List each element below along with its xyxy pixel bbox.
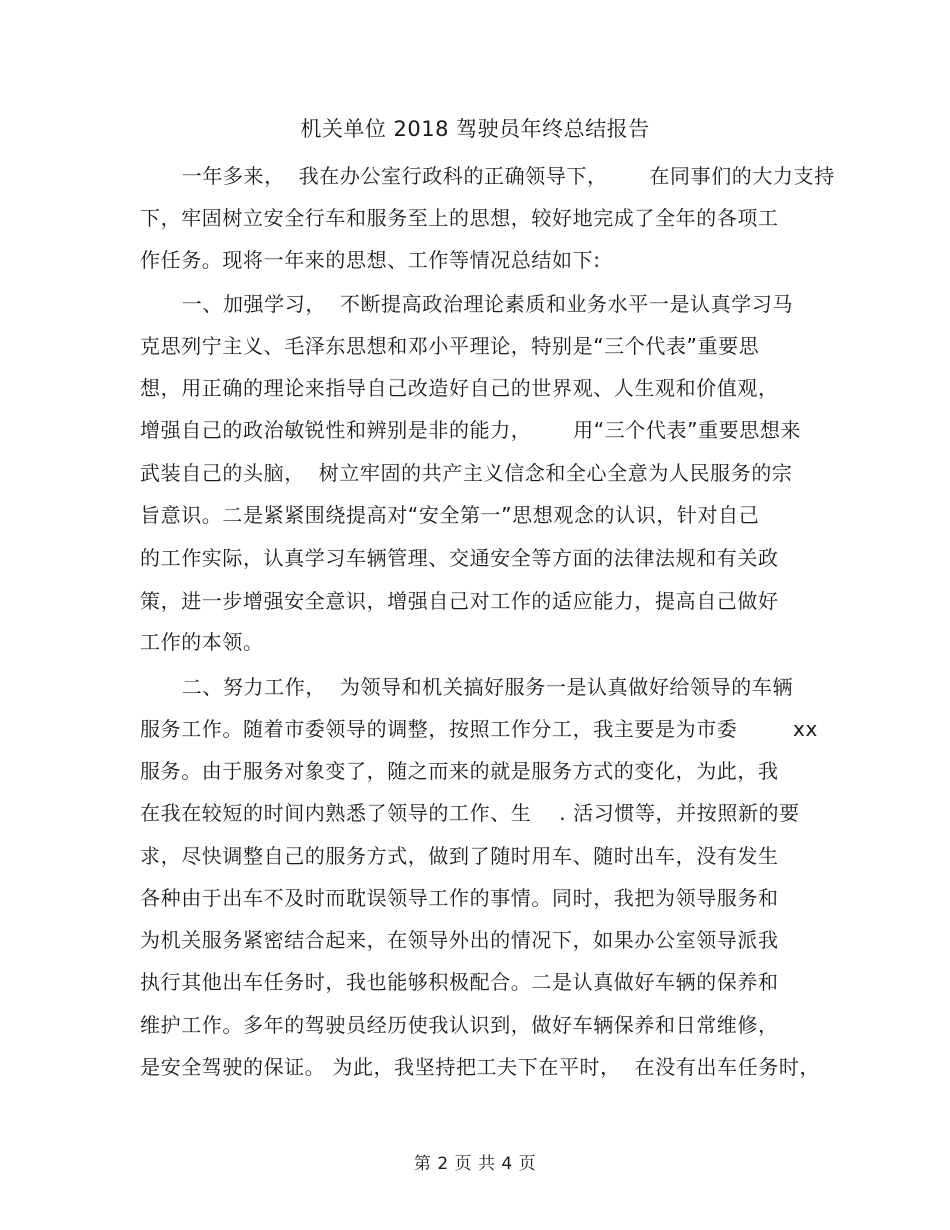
- body-line: 增强自己的政治敏锐性和辨别是非的能力， 用“三个代表”重要思想来: [140, 418, 802, 442]
- body-line: 维护工作。多年的驾驶员经历使我认识到，做好车辆保养和日常维修，: [140, 1013, 779, 1037]
- body-line: 二、努力工作， 为领导和机关搞好服务一是认真做好给领导的车辆: [140, 675, 794, 699]
- page-footer: 第 2 页 共 4 页: [413, 1154, 537, 1174]
- body-line: 求，尽快调整自己的服务方式，做到了随时用车、随时出车，没有发生: [140, 844, 779, 868]
- body-line: 作任务。现将一年来的思想、工作等情况总结如下:: [140, 248, 601, 272]
- body-line: 是安全驾驶的保证。 为此，我坚持把工夫下在平时， 在没有出车任务时，: [140, 1055, 821, 1079]
- body-line: 各种由于出车不及时而耽误领导工作的事情。同时，我把为领导服务和: [140, 886, 779, 910]
- body-line: 一、加强学习， 不断提高政治理论素质和业务水平一是认真学习马: [140, 292, 794, 316]
- body-line: 克思列宁主义、毛泽东思想和邓小平理论，特别是“三个代表”重要思: [140, 334, 760, 358]
- document-title: 机关单位 2018 驾驶员年终总结报告: [300, 117, 650, 141]
- body-line: 在我在较短的时间内熟悉了领导的工作、生 . 活习惯等，并按照新的要: [140, 801, 800, 825]
- body-line: 工作的本领。: [140, 630, 264, 654]
- body-line: 服务。由于服务对象变了，随之而来的就是服务方式的变化，为此，我: [140, 759, 779, 783]
- body-line: 为机关服务紧密结合起来，在领导外出的情况下，如果办公室领导派我: [140, 928, 779, 952]
- body-line: 执行其他出车任务时，我也能够积极配合。二是认真做好车辆的保养和: [140, 970, 779, 994]
- body-line: 策，进一步增强安全意识，增强自己对工作的适应能力，提高自己做好: [140, 589, 779, 613]
- body-line: 想，用正确的理论来指导自己改造好自己的世界观、人生观和价值观，: [140, 376, 779, 400]
- body-line: 武装自己的头脑， 树立牢固的共产主义信念和全心全意为人民服务的宗: [140, 461, 793, 485]
- body-line: 一年多来， 我在办公室行政科的正确领导下， 在同事们的大力支持: [140, 164, 835, 188]
- body-line: 服务工作。随着市委领导的调整，按照工作分工，我主要是为市委 xx: [140, 717, 818, 741]
- body-line: 旨意识。二是紧紧围绕提高对“安全第一”思想观念的认识，针对自己: [140, 503, 760, 527]
- body-line: 的工作实际，认真学习车辆管理、交通安全等方面的法律法规和有关政: [140, 546, 779, 570]
- body-line: 下，牢固树立安全行车和服务至上的思想，较好地完成了全年的各项工: [140, 206, 779, 230]
